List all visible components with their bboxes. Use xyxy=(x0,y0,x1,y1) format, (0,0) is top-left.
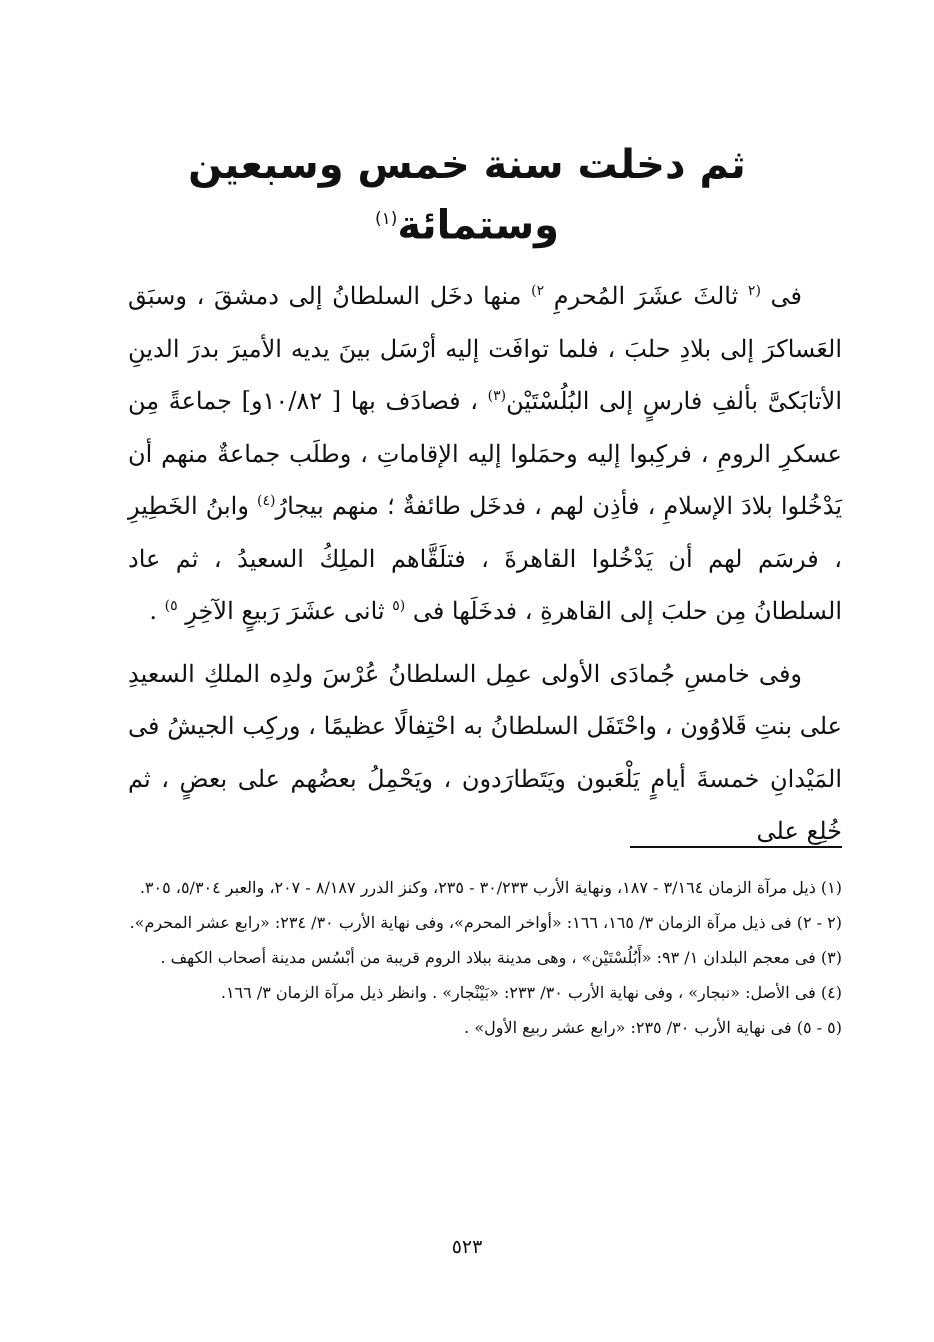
footnote-1: (١) ذيل مرآة الزمان ٣/١٦٤ - ١٨٧، ونهاية الأرب ٣٠/٢٣٣ - ٢٣٥، وكنز الدرر ٨/١٨٧ - ٢٠٧، والعبر ٥/٣٠٤، ٣٠٥. xyxy=(139,878,842,897)
footnote-marker: (٣) xyxy=(487,388,507,404)
footnote-marker: (٥ xyxy=(392,598,406,614)
footnote-marker: (٢ xyxy=(747,283,761,299)
text-segment: وابنُ الخَطِيرِ ، فرسَم لهم أن يَدْخُلوا القاهرةَ ، فتلَقَّاهم الملِكُ السعيدُ ، ثم عاد السلطانُ مِن حلبَ إلى القاهرةِ ، فدخَلَها فى xyxy=(128,492,842,625)
footnote-2: (٢ - ٢) فى ذيل مرآة الزمان ٣/ ١٦٥، ١٦٦: «أواخر المحرم»، وفى نهاية الأرب ٣٠/ ٢٣٤: «رابع عشر المحرم». xyxy=(129,913,842,932)
footnote-5: (٥ - ٥) فى نهاية الأرب ٣٠/ ٢٣٥: «رابع عشر ربيع الأول» . xyxy=(464,1018,842,1037)
footnote-4: (٤) فى الأصل: «نبجار» ، وفى نهاية الأرب ٣٠/ ٢٣٣: «بَيْنْجار» . وانظر ذيل مرآة الزمان ٣/ ١٦٦. xyxy=(220,983,842,1002)
chapter-title: ثم دخلت سنة خمس وسبعين وستمائة xyxy=(188,142,746,249)
main-text xyxy=(128,270,842,858)
heading-footnote-ref: (١) xyxy=(374,209,398,229)
text-segment: ثالثَ عشَرَ المُحرمِ xyxy=(544,282,748,310)
footnotes xyxy=(128,873,842,1048)
text-segment: ثانى عشَرَ رَبيعٍ الآخِرِ xyxy=(177,597,393,625)
footnote-separator xyxy=(630,846,842,848)
footnote-3: (٣) فى معجم البلدان ١/ ٩٣: «أَبُلُسْتَيْن» ، وهى مدينة ببلاد الروم قريبة من أبْسُس مدينة أصحاب الكهف . xyxy=(160,948,842,967)
paragraph-1 xyxy=(128,270,842,638)
footnote-marker: ٥) xyxy=(164,598,178,614)
footnote-marker: (٤) xyxy=(257,493,276,509)
paragraph-2: وفى خامسِ جُمادَى الأولى عمِل السلطانُ عُرْسَ ولدِه الملكِ السعيدِ على بنتِ قَلاوُون ، واحْتَفَل السلطانُ به احْتِفالًا عظيمًا ، وركِب الجيشُ فى المَيْدانِ خمسةَ أيامٍ يَلْعَبون ويَتَطارَدون ، ويَحْمِلُ بعضُهم على بعضٍ ، ثم خُلِع على xyxy=(128,659,842,845)
page-number: ٥٢٣ xyxy=(451,1236,483,1258)
chapter-heading xyxy=(120,138,814,252)
footnote-marker: ٢) xyxy=(531,283,545,299)
text-segment: فى xyxy=(760,282,803,310)
text-segment: . xyxy=(149,597,165,625)
text-segment: ، فصادَف بها [ ١٠/٨٢و] جماعةً مِن عسكرِ الرومِ ، فركِبوا إليه وحمَلوا إليه الإقاماتِ ، وطلَب جماعةٌ منهم أن يَدْخُلوا بلادَ الإسلامِ ، فأذِن لهم ، فدخَل طائفةٌ ؛ منهم بيجارُ xyxy=(128,387,843,520)
text-segment: منها دخَل السلطانُ إلى دمشقَ ، وسبَق العَساكرَ إلى بلادِ حلبَ ، فلما توافَت إليه أرْسَل بينَ يديه الأميرَ بدرَ الدينِ الأتابَكىَّ بألفِ فارسٍ إلى البُلُسْتَيْن xyxy=(128,282,842,415)
